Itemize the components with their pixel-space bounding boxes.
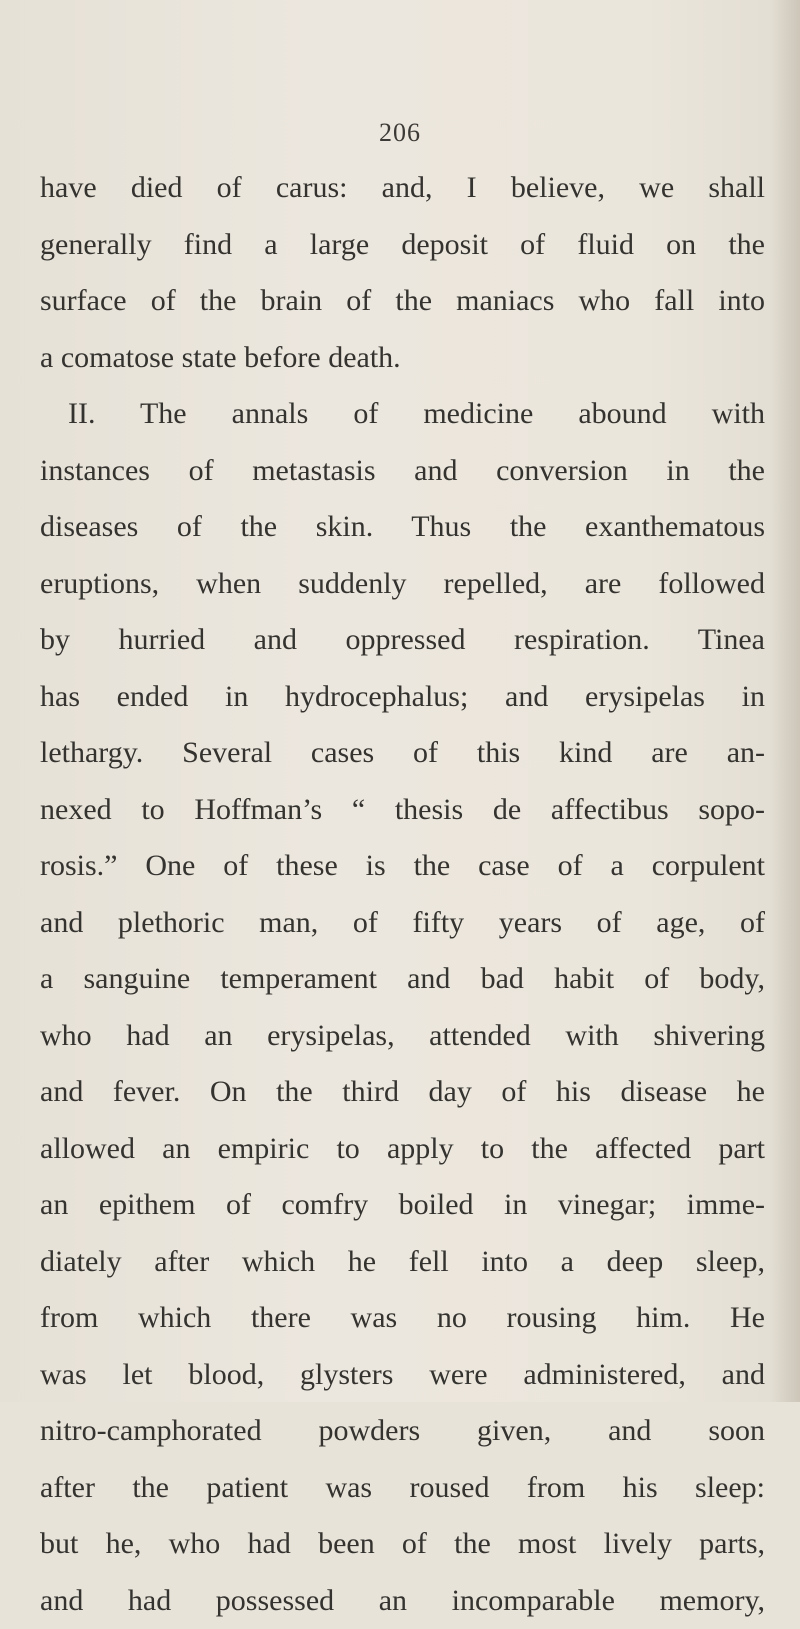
text-line: lethargy. Several cases of this kind are an-	[40, 725, 765, 782]
text-line: rosis.” One of these is the case of a corpulent	[40, 838, 765, 895]
text-line: who had an erysipelas, attended with shivering	[40, 1008, 765, 1065]
text-line: allowed an empiric to apply to the affected part	[40, 1121, 765, 1178]
text-line: generally find a large deposit of fluid on the	[40, 217, 765, 274]
text-line: was let blood, glysters were administered, and	[40, 1347, 765, 1404]
text-line: an epithem of comfry boiled in vinegar; imme-	[40, 1177, 765, 1234]
body-text	[40, 160, 765, 1629]
text-line: diately after which he fell into a deep sleep,	[40, 1234, 765, 1291]
text-line: nexed to Hoffman’s “ thesis de affectibus sopo-	[40, 782, 765, 839]
page-number: 206	[0, 118, 800, 148]
text-line: from which there was no rousing him. He	[40, 1290, 765, 1347]
text-line: instances of metastasis and conversion in the	[40, 443, 765, 500]
text-line: and fever. On the third day of his disease he	[40, 1064, 765, 1121]
paragraph-start-line: II. The annals of medicine abound with	[40, 386, 765, 443]
page-edge-shadow	[770, 0, 800, 1402]
text-line: after the patient was roused from his sleep:	[40, 1460, 765, 1517]
text-line: but he, who had been of the most lively parts,	[40, 1516, 765, 1573]
text-line: have died of carus: and, I believe, we shall	[40, 160, 765, 217]
text-line: nitro-camphorated powders given, and soon	[40, 1403, 765, 1460]
text-line: and plethoric man, of fifty years of age, of	[40, 895, 765, 952]
text-line: a comatose state before death.	[40, 330, 765, 387]
text-line: eruptions, when suddenly repelled, are followed	[40, 556, 765, 613]
text-line: by hurried and oppressed respiration. Tinea	[40, 612, 765, 669]
text-line: diseases of the skin. Thus the exanthematous	[40, 499, 765, 556]
text-line: surface of the brain of the maniacs who fall into	[40, 273, 765, 330]
text-line: has ended in hydrocephalus; and erysipelas in	[40, 669, 765, 726]
text-line: and had possessed an incomparable memory,	[40, 1573, 765, 1629]
text-line: a sanguine temperament and bad habit of body,	[40, 951, 765, 1008]
